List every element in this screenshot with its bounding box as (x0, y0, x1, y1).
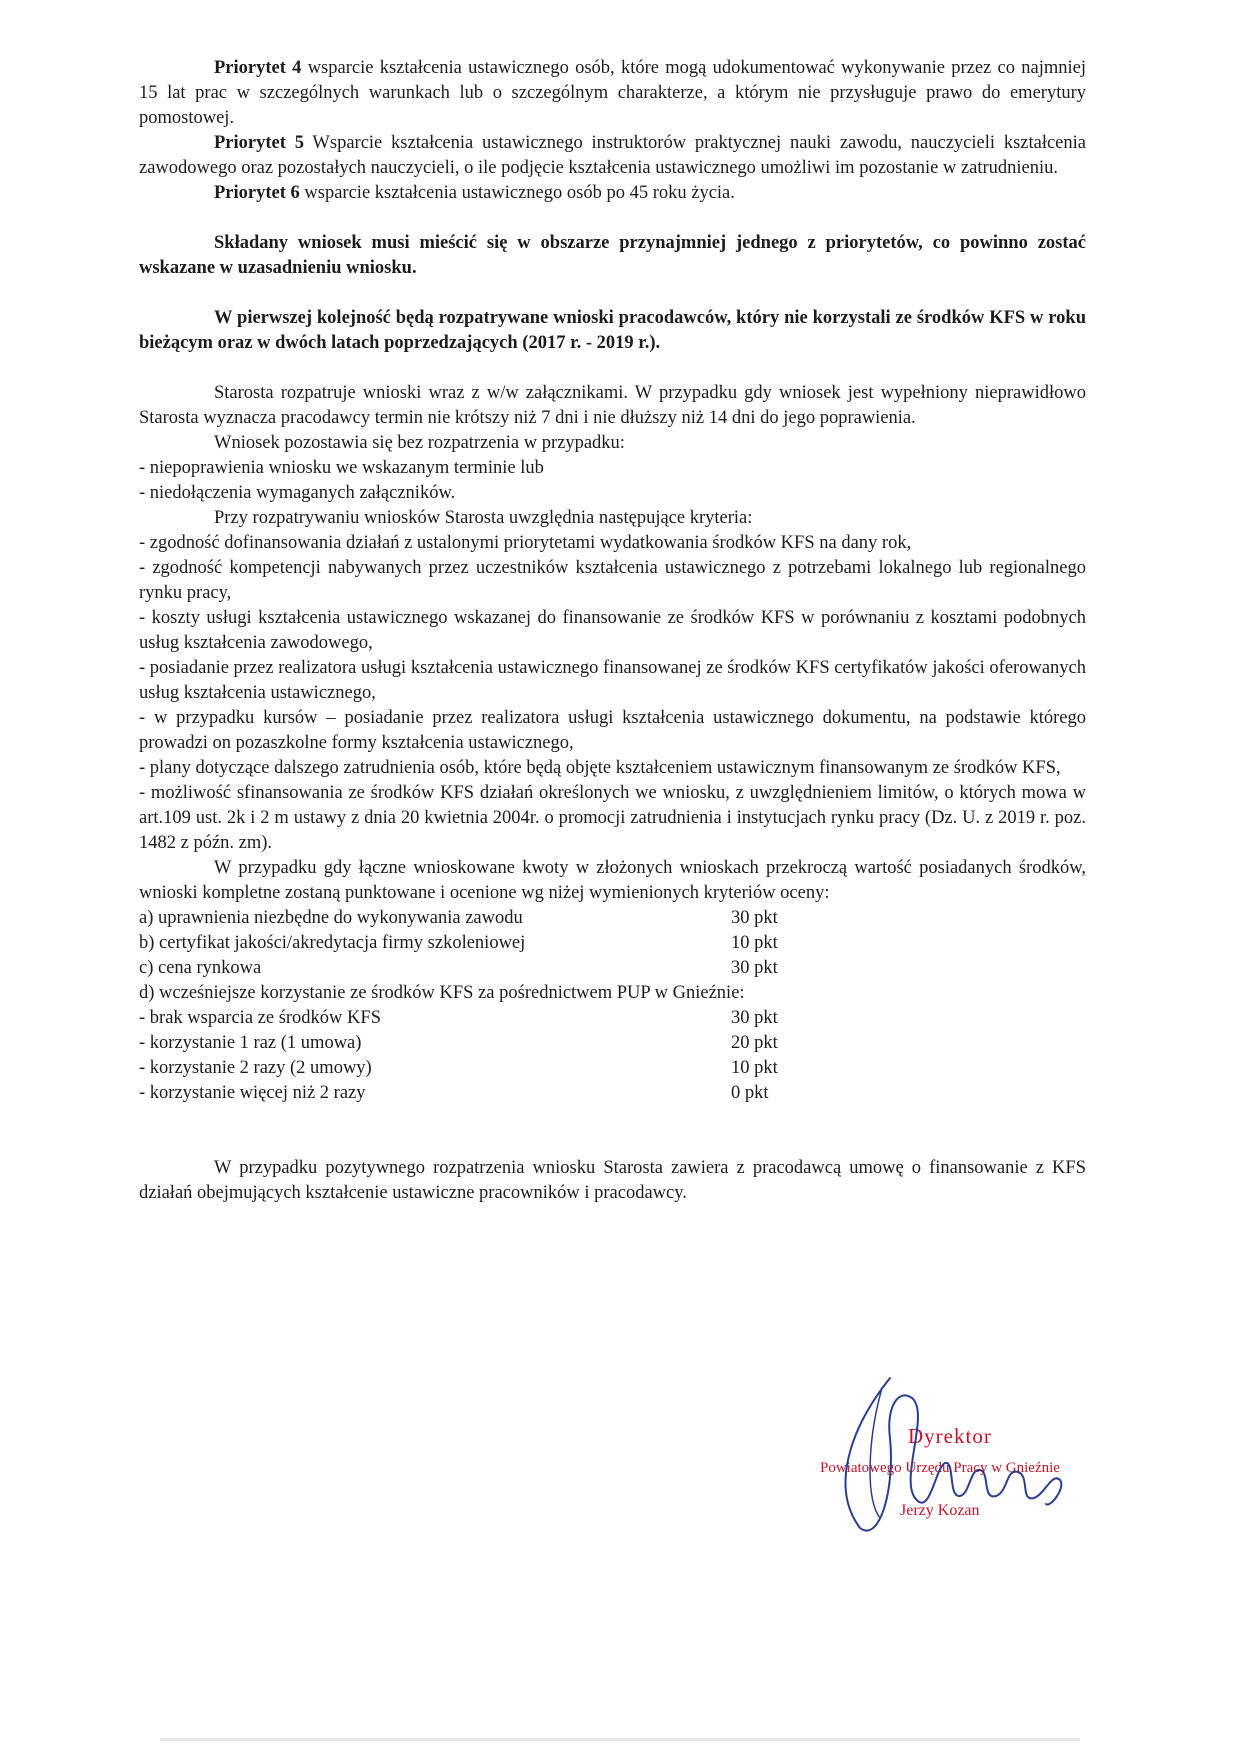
priority-6 (139, 181, 1086, 206)
criteria-item: - możliwość sfinansowania ze środków KFS działań określonych we wniosku, z uwzględnieniem limitów, o których mowa w art.109 ust. 2k i 2 m ustawy z dnia 20 kwietnia 2004r. o promocji zatrudnienia i instytucjach rynku pracy (Dz. U. z 2019 r. poz. 1482 z późn. zm). (139, 783, 1086, 853)
priority-4 (139, 56, 1086, 131)
scoring-row (139, 1031, 1086, 1056)
priority-4-text: wsparcie kształcenia ustawicznego osób, które mogą udokumentować wykonywanie przez co najmniej 15 lat prac w szczególnych warunkach lub o szczególnym charakterze, a którym nie przysługuje prawo do emerytury pomostowej. (139, 58, 1086, 128)
scoring-points: 20 pkt (731, 1033, 778, 1053)
stamp-name: Jerzy Kozan (900, 1502, 980, 1519)
stamp-office: Powiatowego Urzędu Pracy w Gnieźnie (820, 1460, 1060, 1476)
bold-note-1: Składany wniosek musi mieścić się w obszarze przynajmniej jednego z priorytetów, co powinno zostać wskazane w uzasadnieniu wniosku. (139, 233, 1086, 278)
final-paragraph: W przypadku pozytywnego rozpatrzenia wniosku Starosta zawiera z pracodawcą umowę o finansowanie z KFS działań obejmujących kształcenie ustawiczne pracowników i pracodawcy. (139, 1158, 1086, 1203)
scoring-intro: W przypadku gdy łączne wnioskowane kwoty w złożonych wnioskach przekroczą wartość posiadanych środków, wnioski kompletne zostaną punktowane i ocenione wg niżej wymienionych kryteriów oceny: (139, 858, 1086, 903)
starosta-paragraph: Starosta rozpatruje wnioski wraz z w/w załącznikami. W przypadku gdy wniosek jest wypełniony nieprawidłowo Starosta wyznacza pracodawcy termin nie krótszy niż 7 dni i nie dłuższy niż 14 dni do jego poprawienia. (139, 383, 1086, 428)
priority-4-label: Priorytet 4 (214, 58, 302, 78)
priority-5-text: Wsparcie kształcenia ustawicznego instruktorów praktycznej nauki zawodu, nauczycieli kształcenia zawodowego oraz pozostałych nauczycieli, o ile podjęcie kształcenia ustawicznego umożliwi im pozostanie w zatrudnieniu. (139, 133, 1086, 178)
scoring-row (139, 1056, 1086, 1081)
criteria-item: - zgodność dofinansowania działań z ustalonymi priorytetami wydatkowania środków KFS na dany rok, (139, 533, 912, 553)
criteria-item: - plany dotyczące dalszego zatrudnienia osób, które będą objęte kształceniem ustawicznym finansowanym ze środków KFS, (139, 758, 1061, 778)
priority-6-text: wsparcie kształcenia ustawicznego osób po 45 roku życia. (299, 183, 735, 203)
criteria-item: - posiadanie przez realizatora usługi kształcenia ustawicznego finansowanej ze środków KFS certyfikatów jakości oferowanych usług kształcenia ustawicznego, (139, 658, 1086, 703)
handwritten-signature-icon (820, 1368, 1110, 1543)
scoring-label: d) wcześniejsze korzystanie ze środków KFS za pośrednictwem PUP w Gnieźnie: (139, 983, 745, 1003)
scoring-row (139, 956, 1086, 981)
scoring-points: 30 pkt (731, 1008, 778, 1028)
priority-5-label: Priorytet 5 (214, 133, 304, 153)
scoring-list (139, 906, 1086, 1106)
leave-item: - niedołączenia wymaganych załączników. (139, 483, 456, 503)
scoring-points: 10 pkt (731, 1058, 778, 1078)
criteria-item: - koszty usługi kształcenia ustawicznego wskazanej do finansowanie ze środków KFS w porównaniu z kosztami podobnych usług kształcenia zawodowego, (139, 608, 1086, 653)
scoring-points: 10 pkt (731, 933, 778, 953)
scoring-points: 0 pkt (731, 1083, 769, 1103)
document-page (139, 56, 1086, 1206)
signature-stamp (820, 1368, 1110, 1543)
scoring-label: b) certyfikat jakości/akredytacja firmy szkoleniowej (139, 933, 526, 953)
scoring-row (139, 906, 1086, 931)
priority-6-label: Priorytet 6 (214, 183, 300, 203)
scan-artifact (160, 1738, 1080, 1741)
leave-item: - niepoprawienia wniosku we wskazanym terminie lub (139, 458, 544, 478)
scoring-points: 30 pkt (731, 908, 778, 928)
scoring-row (139, 981, 1086, 1006)
criteria-item: - w przypadku kursów – posiadanie przez realizatora usługi kształcenia ustawicznego dokumentu, na podstawie którego prowadzi on pozaszkolne formy kształcenia ustawicznego, (139, 708, 1086, 753)
scoring-label: c) cena rynkowa (139, 958, 262, 978)
priority-5 (139, 131, 1086, 181)
scoring-label: - brak wsparcia ze środków KFS (139, 1008, 381, 1028)
bold-note-2: W pierwszej kolejność będą rozpatrywane wnioski pracodawców, który nie korzystali ze środków KFS w roku bieżącym oraz w dwóch latach poprzedzających (2017 r. - 2019 r.). (139, 308, 1086, 353)
scoring-row (139, 1006, 1086, 1031)
scoring-row (139, 1081, 1086, 1106)
leave-intro: Wniosek pozostawia się bez rozpatrzenia w przypadku: (214, 433, 625, 453)
scoring-label: - korzystanie 2 razy (2 umowy) (139, 1058, 372, 1078)
scoring-label: - korzystanie więcej niż 2 razy (139, 1083, 366, 1103)
stamp-title: Dyrektor (908, 1424, 992, 1448)
criteria-item: - zgodność kompetencji nabywanych przez uczestników kształcenia ustawicznego z potrzebami lokalnego lub regionalnego rynku pracy, (139, 558, 1086, 603)
scoring-label: - korzystanie 1 raz (1 umowa) (139, 1033, 362, 1053)
scoring-label: a) uprawnienia niezbędne do wykonywania zawodu (139, 908, 523, 928)
scoring-row (139, 931, 1086, 956)
scoring-points: 30 pkt (731, 958, 778, 978)
criteria-intro: Przy rozpatrywaniu wniosków Starosta uwzględnia następujące kryteria: (214, 508, 753, 528)
